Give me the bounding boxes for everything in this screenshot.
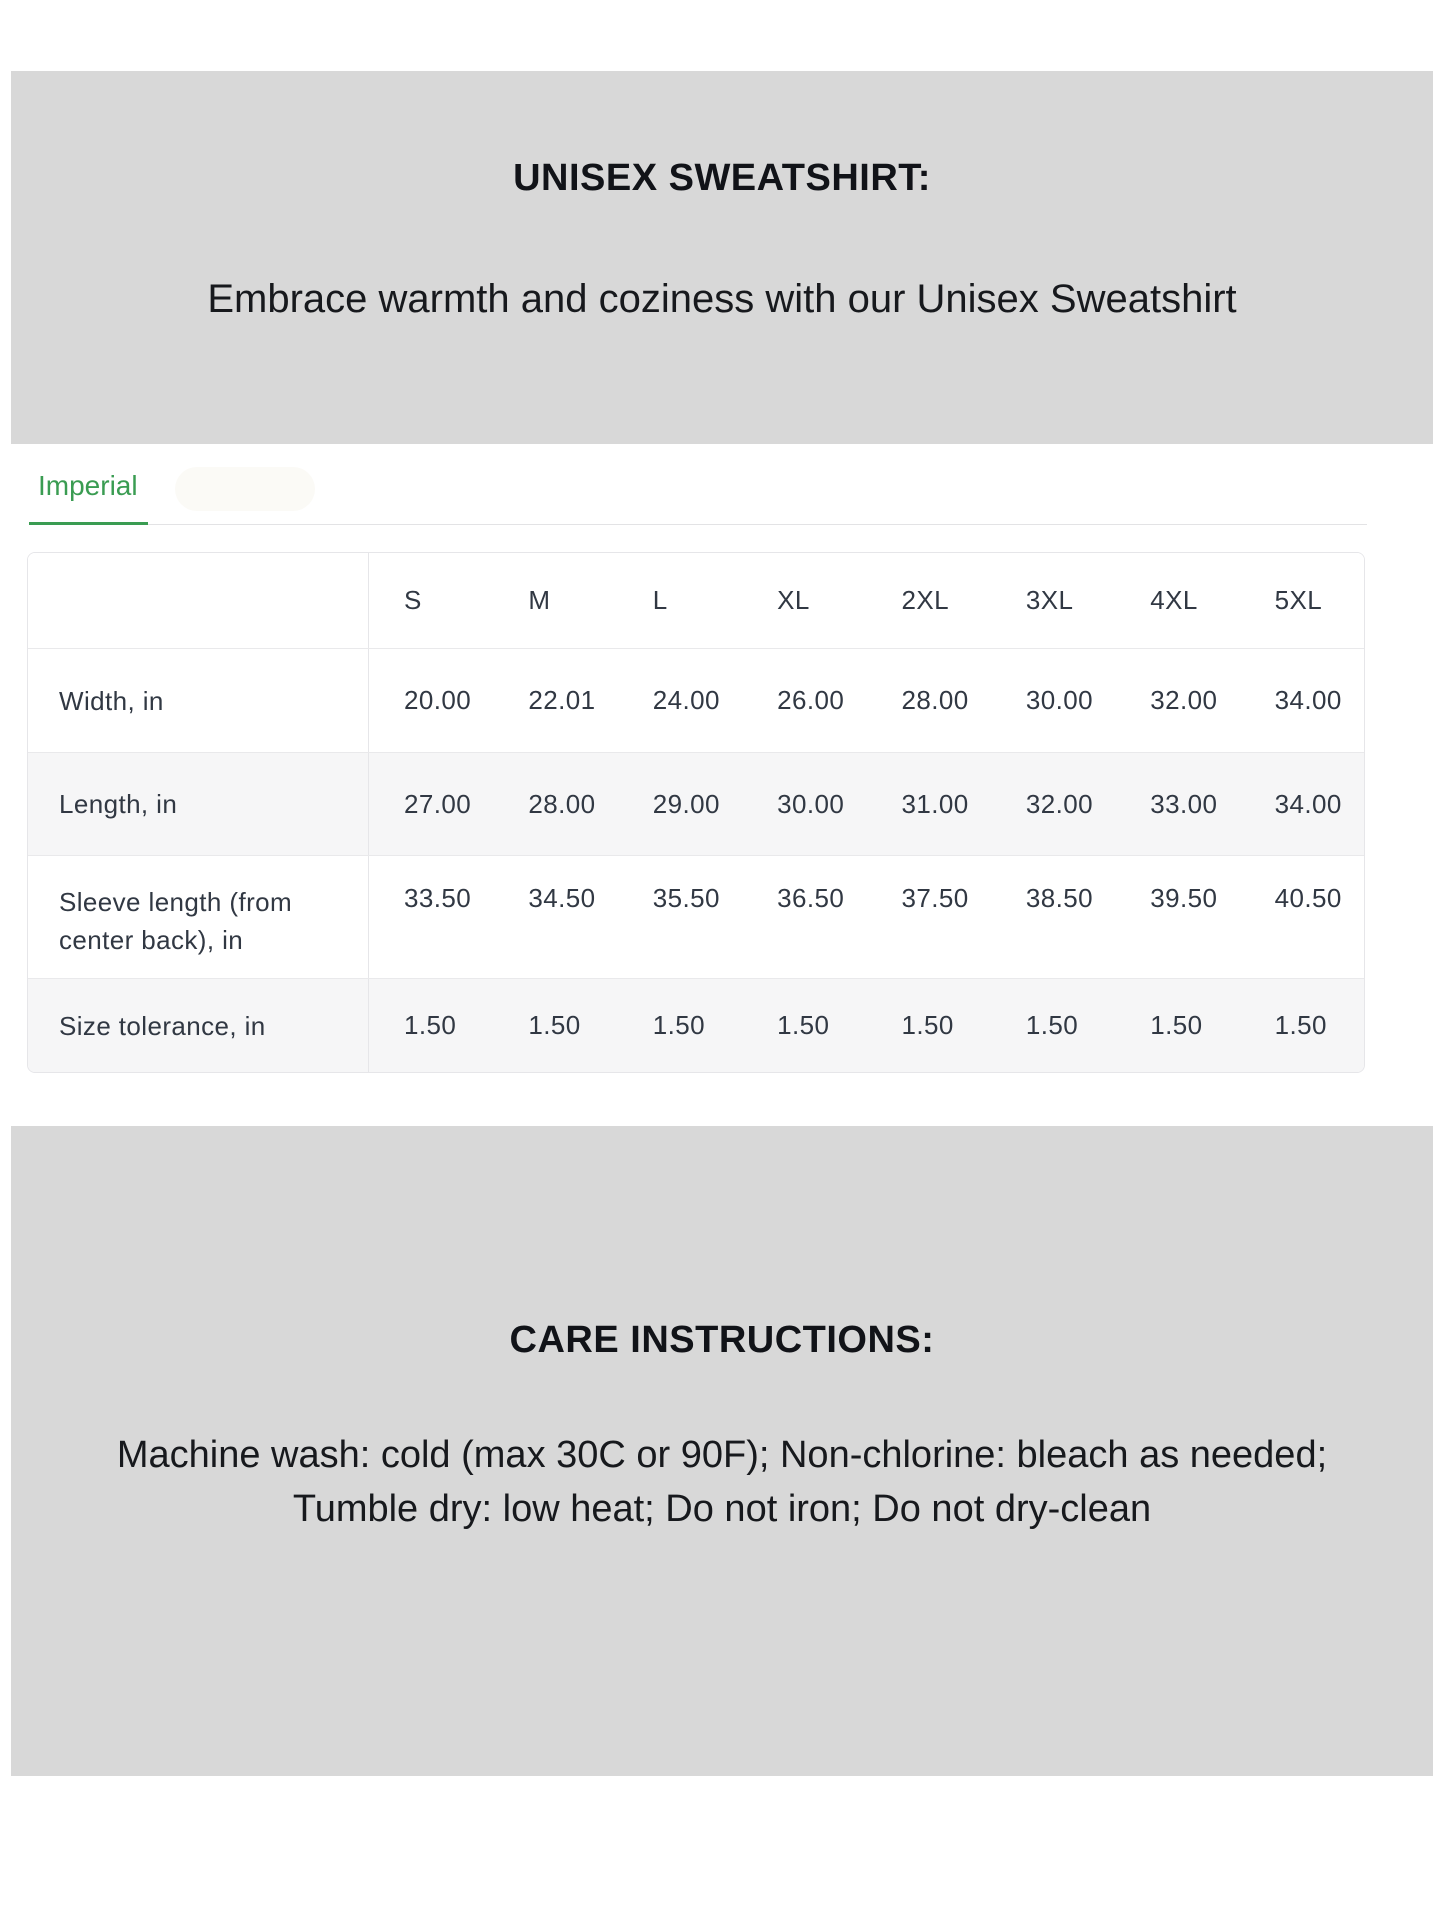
table-cell: 33.00 — [1150, 788, 1218, 819]
table-cell: 1.50 — [528, 1010, 581, 1040]
product-subtitle: Embrace warmth and coziness with our Unisex Sweatshirt — [207, 277, 1237, 321]
product-intro-panel — [11, 71, 1433, 444]
table-cell: 1.50 — [1274, 1010, 1327, 1040]
row-label: Width, in — [28, 649, 369, 752]
care-instructions-text: Machine wash: cold (max 30C or 90F); Non-chlorine: bleach as needed; Tumble dry: low heat; Do not iron; Do not dry-clean — [116, 1434, 1328, 1530]
table-cell: 30.00 — [1025, 685, 1093, 715]
table-cell: 29.00 — [652, 788, 720, 819]
table-cell: 39.50 — [1150, 883, 1218, 913]
table-cell: 1.50 — [901, 1010, 954, 1040]
table-cell: 1.50 — [404, 1010, 457, 1040]
column-header: L — [652, 585, 668, 615]
table-cell: 32.00 — [1150, 685, 1218, 715]
units-tabbar — [29, 471, 1367, 525]
table-cell: 34.00 — [1274, 685, 1342, 715]
table-row-width — [28, 648, 1364, 752]
row-label: Sleeve length (from center back), in — [28, 856, 369, 978]
column-header: 2XL — [901, 585, 949, 615]
column-header: 3XL — [1025, 585, 1074, 615]
table-cell: 31.00 — [901, 788, 969, 819]
hidden-tab-placeholder — [175, 467, 315, 511]
table-cell: 22.01 — [528, 685, 596, 715]
table-cell: 20.00 — [404, 685, 472, 715]
product-title: UNISEX SWEATSHIRT: — [513, 157, 931, 199]
column-header: 5XL — [1274, 585, 1323, 615]
table-cell: 37.50 — [901, 883, 969, 913]
care-instructions-panel — [11, 1126, 1433, 1776]
table-cell: 33.50 — [404, 883, 472, 913]
table-cell: 28.00 — [901, 685, 969, 715]
table-cell: 34.00 — [1274, 788, 1342, 819]
size-chart-corner-cell — [28, 553, 369, 648]
table-cell: 36.50 — [777, 883, 845, 913]
table-row-size-tolerance — [28, 978, 1364, 1072]
tab-imperial[interactable]: Imperial — [29, 471, 148, 525]
table-cell: 26.00 — [777, 685, 845, 715]
size-chart-table — [27, 552, 1365, 1073]
table-cell: 32.00 — [1025, 788, 1093, 819]
column-header: 4XL — [1150, 585, 1198, 615]
column-header: M — [528, 585, 551, 615]
table-cell: 1.50 — [652, 1010, 705, 1040]
table-cell: 28.00 — [528, 788, 596, 819]
column-header: XL — [777, 585, 810, 615]
table-row-sleeve-length — [28, 855, 1364, 978]
column-header: S — [404, 585, 422, 615]
table-cell: 1.50 — [1025, 1010, 1079, 1040]
table-cell: 1.50 — [777, 1010, 830, 1040]
table-cell: 30.00 — [777, 788, 845, 819]
table-cell: 27.00 — [404, 788, 472, 819]
size-chart-header-row — [28, 553, 1364, 648]
table-cell: 34.50 — [528, 883, 596, 913]
table-row-length — [28, 752, 1364, 855]
table-cell: 1.50 — [1150, 1010, 1203, 1040]
table-cell: 24.00 — [652, 685, 720, 715]
row-label: Length, in — [28, 753, 369, 855]
row-label: Size tolerance, in — [28, 979, 369, 1072]
table-cell: 40.50 — [1274, 883, 1342, 913]
table-cell: 35.50 — [652, 883, 720, 913]
care-instructions-title: CARE INSTRUCTIONS: — [509, 1319, 935, 1361]
table-cell: 38.50 — [1025, 883, 1093, 913]
